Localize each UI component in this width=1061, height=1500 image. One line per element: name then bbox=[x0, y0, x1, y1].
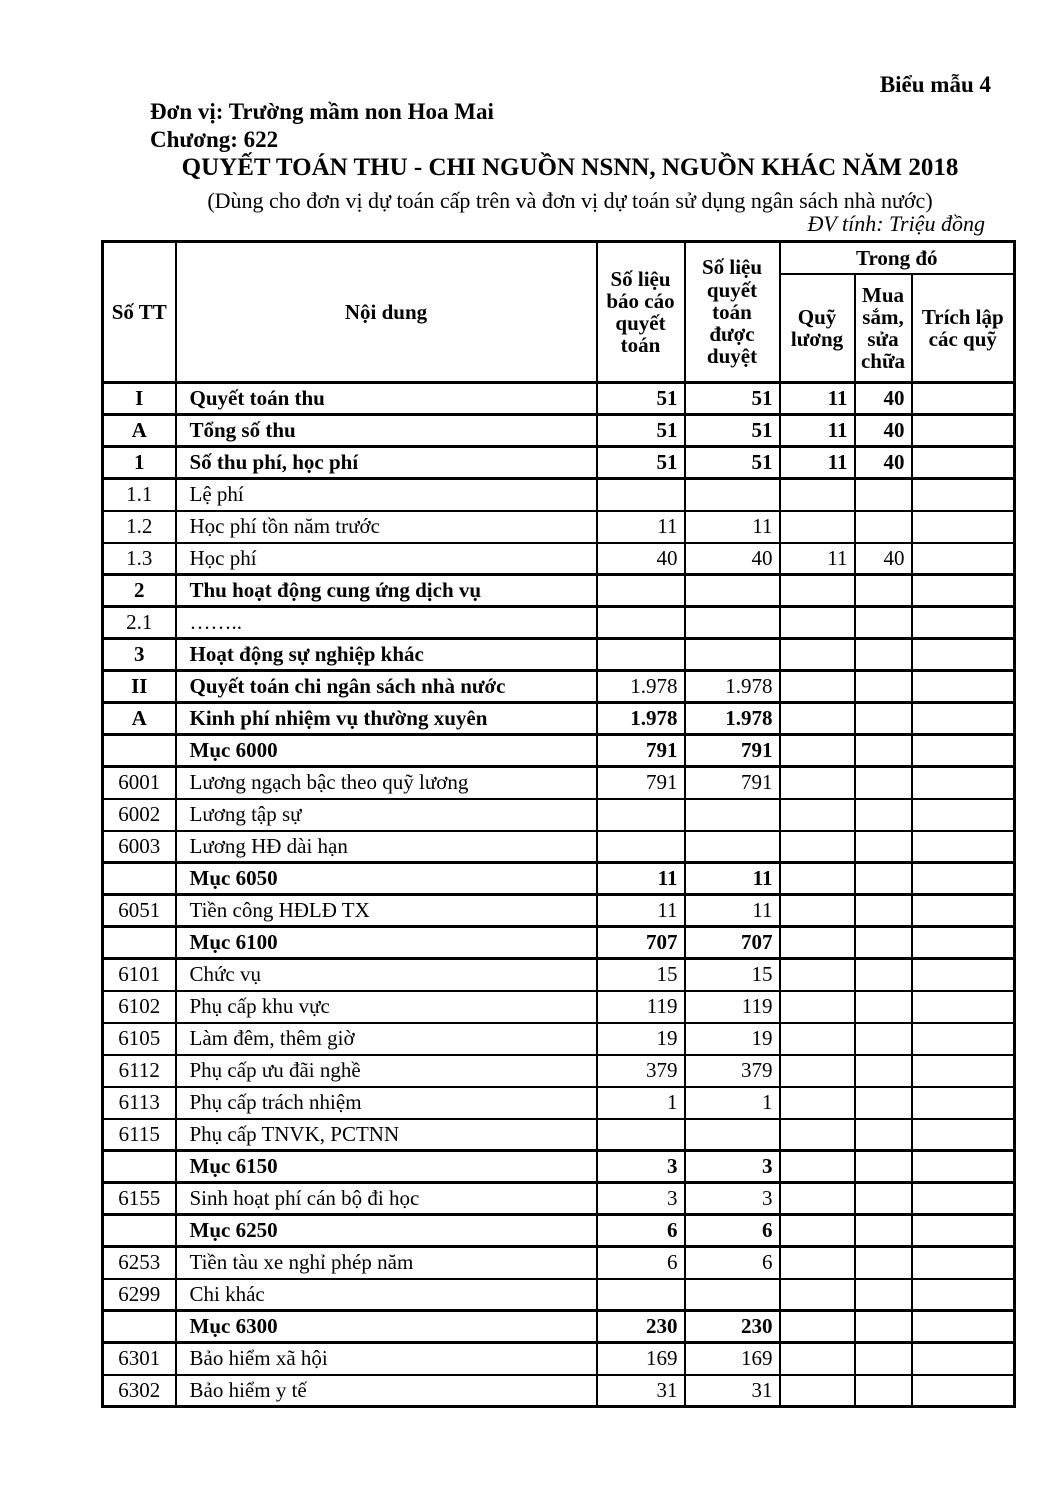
cell-quy-luong: 11 bbox=[780, 447, 855, 479]
cell-quy-luong bbox=[780, 927, 855, 959]
cell-stt: 6155 bbox=[103, 1183, 176, 1215]
cell-noi-dung: Lương ngạch bậc theo quỹ lương bbox=[176, 767, 597, 799]
cell-so-lieu-duyet: 707 bbox=[685, 927, 780, 959]
cell-quy-luong bbox=[780, 991, 855, 1023]
cell-so-lieu-bao-cao: 230 bbox=[597, 1311, 685, 1343]
cell-trich-lap bbox=[912, 1183, 1015, 1215]
document-title: QUYẾT TOÁN THU - CHI NGUỒN NSNN, NGUỒN KHÁC NĂM 2018 bbox=[181, 154, 959, 181]
cell-trich-lap bbox=[912, 703, 1015, 735]
table-row bbox=[103, 767, 1015, 799]
cell-trich-lap bbox=[912, 511, 1015, 543]
cell-so-lieu-bao-cao bbox=[597, 639, 685, 671]
cell-noi-dung: Học phí tồn năm trước bbox=[176, 511, 597, 543]
cell-mua-sam bbox=[855, 1343, 912, 1375]
cell-noi-dung: Phụ cấp trách nhiệm bbox=[176, 1087, 597, 1119]
cell-so-lieu-duyet: 791 bbox=[685, 735, 780, 767]
cell-quy-luong bbox=[780, 671, 855, 703]
unit-name-line: Đơn vị: Trường mầm non Hoa Mai bbox=[150, 99, 494, 124]
table-row bbox=[103, 639, 1015, 671]
cell-so-lieu-duyet: 169 bbox=[685, 1343, 780, 1375]
cell-mua-sam bbox=[855, 1151, 912, 1183]
cell-mua-sam bbox=[855, 767, 912, 799]
cell-mua-sam bbox=[855, 895, 912, 927]
cell-mua-sam bbox=[855, 735, 912, 767]
table-row bbox=[103, 671, 1015, 703]
cell-so-lieu-duyet: 6 bbox=[685, 1247, 780, 1279]
cell-so-lieu-duyet bbox=[685, 575, 780, 607]
table-row bbox=[103, 1343, 1015, 1375]
cell-quy-luong bbox=[780, 1151, 855, 1183]
cell-trich-lap bbox=[912, 671, 1015, 703]
cell-mua-sam bbox=[855, 1055, 912, 1087]
cell-so-lieu-duyet: 51 bbox=[685, 383, 780, 415]
cell-trich-lap bbox=[912, 735, 1015, 767]
cell-noi-dung: Tiền công HĐLĐ TX bbox=[176, 895, 597, 927]
cell-trich-lap bbox=[912, 415, 1015, 447]
cell-so-lieu-duyet: 1 bbox=[685, 1087, 780, 1119]
cell-noi-dung: Mục 6050 bbox=[176, 863, 597, 895]
cell-noi-dung: Làm đêm, thêm giờ bbox=[176, 1023, 597, 1055]
cell-stt: 1.2 bbox=[103, 511, 176, 543]
column-header-so-lieu-duyet: Số liệu quyết toán được duyệt bbox=[685, 242, 780, 383]
table-row bbox=[103, 383, 1015, 415]
cell-noi-dung: Số thu phí, học phí bbox=[176, 447, 597, 479]
cell-stt bbox=[103, 735, 176, 767]
cell-mua-sam bbox=[855, 991, 912, 1023]
table-body bbox=[103, 383, 1015, 1407]
cell-so-lieu-duyet: 11 bbox=[685, 511, 780, 543]
cell-stt: 6115 bbox=[103, 1119, 176, 1151]
cell-so-lieu-bao-cao: 791 bbox=[597, 767, 685, 799]
settlement-table bbox=[101, 240, 1016, 1408]
table-row bbox=[103, 415, 1015, 447]
cell-so-lieu-duyet: 3 bbox=[685, 1151, 780, 1183]
cell-mua-sam bbox=[855, 1247, 912, 1279]
cell-so-lieu-duyet: 15 bbox=[685, 959, 780, 991]
table-row bbox=[103, 1311, 1015, 1343]
table-row bbox=[103, 703, 1015, 735]
cell-mua-sam bbox=[855, 831, 912, 863]
cell-so-lieu-bao-cao bbox=[597, 1279, 685, 1311]
cell-so-lieu-bao-cao: 707 bbox=[597, 927, 685, 959]
cell-trich-lap bbox=[912, 1055, 1015, 1087]
table-row bbox=[103, 575, 1015, 607]
cell-stt: I bbox=[103, 383, 176, 415]
cell-stt: 2 bbox=[103, 575, 176, 607]
cell-so-lieu-duyet bbox=[685, 799, 780, 831]
cell-so-lieu-bao-cao: 119 bbox=[597, 991, 685, 1023]
cell-so-lieu-duyet bbox=[685, 831, 780, 863]
cell-mua-sam bbox=[855, 671, 912, 703]
cell-trich-lap bbox=[912, 1151, 1015, 1183]
cell-trich-lap bbox=[912, 1215, 1015, 1247]
cell-stt: 6253 bbox=[103, 1247, 176, 1279]
cell-so-lieu-bao-cao: 11 bbox=[597, 895, 685, 927]
cell-so-lieu-duyet: 3 bbox=[685, 1183, 780, 1215]
cell-so-lieu-bao-cao: 11 bbox=[597, 511, 685, 543]
cell-stt: 6001 bbox=[103, 767, 176, 799]
cell-mua-sam: 40 bbox=[855, 415, 912, 447]
cell-stt: 6051 bbox=[103, 895, 176, 927]
cell-so-lieu-duyet: 51 bbox=[685, 415, 780, 447]
cell-so-lieu-bao-cao bbox=[597, 607, 685, 639]
cell-noi-dung: Thu hoạt động cung ứng dịch vụ bbox=[176, 575, 597, 607]
table-row bbox=[103, 895, 1015, 927]
cell-so-lieu-bao-cao: 31 bbox=[597, 1375, 685, 1407]
cell-so-lieu-bao-cao bbox=[597, 479, 685, 511]
cell-so-lieu-duyet bbox=[685, 1119, 780, 1151]
cell-so-lieu-duyet: 11 bbox=[685, 895, 780, 927]
column-header-noi-dung: Nội dung bbox=[176, 242, 597, 383]
cell-trich-lap bbox=[912, 447, 1015, 479]
cell-noi-dung: …….. bbox=[176, 607, 597, 639]
cell-quy-luong bbox=[780, 1119, 855, 1151]
cell-so-lieu-bao-cao: 51 bbox=[597, 447, 685, 479]
cell-quy-luong bbox=[780, 1375, 855, 1407]
column-header-quy-luong: Quỹ lương bbox=[780, 274, 855, 383]
cell-mua-sam bbox=[855, 607, 912, 639]
table-row bbox=[103, 1215, 1015, 1247]
table-row bbox=[103, 735, 1015, 767]
cell-quy-luong bbox=[780, 511, 855, 543]
cell-so-lieu-bao-cao: 791 bbox=[597, 735, 685, 767]
cell-mua-sam bbox=[855, 1023, 912, 1055]
cell-so-lieu-duyet: 31 bbox=[685, 1375, 780, 1407]
cell-mua-sam bbox=[855, 799, 912, 831]
cell-so-lieu-bao-cao: 3 bbox=[597, 1183, 685, 1215]
cell-trich-lap bbox=[912, 991, 1015, 1023]
column-header-stt: Số TT bbox=[103, 242, 176, 383]
cell-noi-dung: Phụ cấp khu vực bbox=[176, 991, 597, 1023]
cell-so-lieu-duyet: 379 bbox=[685, 1055, 780, 1087]
cell-quy-luong bbox=[780, 767, 855, 799]
cell-stt: 6105 bbox=[103, 1023, 176, 1055]
cell-mua-sam: 40 bbox=[855, 383, 912, 415]
cell-trich-lap bbox=[912, 1343, 1015, 1375]
cell-trich-lap bbox=[912, 607, 1015, 639]
table-row bbox=[103, 831, 1015, 863]
cell-so-lieu-bao-cao: 3 bbox=[597, 1151, 685, 1183]
table-row bbox=[103, 543, 1015, 575]
cell-stt: A bbox=[103, 415, 176, 447]
cell-trich-lap bbox=[912, 1311, 1015, 1343]
cell-noi-dung: Quyết toán chi ngân sách nhà nước bbox=[176, 671, 597, 703]
column-header-trong-do: Trong đó bbox=[780, 242, 1015, 275]
cell-so-lieu-duyet: 119 bbox=[685, 991, 780, 1023]
cell-quy-luong bbox=[780, 607, 855, 639]
cell-noi-dung: Tổng số thu bbox=[176, 415, 597, 447]
cell-stt: 2.1 bbox=[103, 607, 176, 639]
cell-stt: 1 bbox=[103, 447, 176, 479]
cell-noi-dung: Sinh hoạt phí cán bộ đi học bbox=[176, 1183, 597, 1215]
cell-so-lieu-duyet: 791 bbox=[685, 767, 780, 799]
cell-noi-dung: Bảo hiểm xã hội bbox=[176, 1343, 597, 1375]
cell-quy-luong bbox=[780, 1055, 855, 1087]
cell-noi-dung: Quyết toán thu bbox=[176, 383, 597, 415]
chapter-line: Chương: 622 bbox=[150, 127, 279, 152]
cell-so-lieu-duyet: 230 bbox=[685, 1311, 780, 1343]
cell-stt bbox=[103, 863, 176, 895]
cell-noi-dung: Bảo hiểm y tế bbox=[176, 1375, 597, 1407]
cell-quy-luong bbox=[780, 895, 855, 927]
form-number-label: Biểu mẫu 4 bbox=[879, 72, 991, 97]
cell-trich-lap bbox=[912, 639, 1015, 671]
cell-so-lieu-bao-cao: 1.978 bbox=[597, 671, 685, 703]
cell-stt: 1.1 bbox=[103, 479, 176, 511]
cell-quy-luong bbox=[780, 1087, 855, 1119]
cell-so-lieu-duyet: 11 bbox=[685, 863, 780, 895]
cell-trich-lap bbox=[912, 799, 1015, 831]
cell-so-lieu-bao-cao: 19 bbox=[597, 1023, 685, 1055]
cell-quy-luong bbox=[780, 479, 855, 511]
cell-stt: A bbox=[103, 703, 176, 735]
cell-mua-sam bbox=[855, 511, 912, 543]
column-header-trich-lap: Trích lập các quỹ bbox=[912, 274, 1015, 383]
cell-stt: 1.3 bbox=[103, 543, 176, 575]
cell-so-lieu-bao-cao: 379 bbox=[597, 1055, 685, 1087]
table-row bbox=[103, 1247, 1015, 1279]
table-row bbox=[103, 1151, 1015, 1183]
cell-quy-luong bbox=[780, 1279, 855, 1311]
cell-mua-sam bbox=[855, 1375, 912, 1407]
cell-so-lieu-bao-cao bbox=[597, 575, 685, 607]
cell-trich-lap bbox=[912, 543, 1015, 575]
cell-noi-dung: Học phí bbox=[176, 543, 597, 575]
cell-noi-dung: Lệ phí bbox=[176, 479, 597, 511]
cell-noi-dung: Mục 6250 bbox=[176, 1215, 597, 1247]
cell-so-lieu-bao-cao: 6 bbox=[597, 1215, 685, 1247]
cell-trich-lap bbox=[912, 831, 1015, 863]
cell-stt: 6302 bbox=[103, 1375, 176, 1407]
table-row bbox=[103, 1375, 1015, 1407]
cell-so-lieu-bao-cao: 1.978 bbox=[597, 703, 685, 735]
cell-noi-dung: Mục 6100 bbox=[176, 927, 597, 959]
cell-noi-dung: Lương HĐ dài hạn bbox=[176, 831, 597, 863]
cell-so-lieu-bao-cao bbox=[597, 799, 685, 831]
cell-so-lieu-duyet: 19 bbox=[685, 1023, 780, 1055]
cell-trich-lap bbox=[912, 575, 1015, 607]
cell-so-lieu-bao-cao bbox=[597, 831, 685, 863]
cell-quy-luong bbox=[780, 1215, 855, 1247]
table-row bbox=[103, 1119, 1015, 1151]
cell-mua-sam: 40 bbox=[855, 447, 912, 479]
cell-trich-lap bbox=[912, 1087, 1015, 1119]
cell-stt: 6002 bbox=[103, 799, 176, 831]
table-row bbox=[103, 511, 1015, 543]
currency-unit-note: ĐV tính: Triệu đồng bbox=[807, 211, 985, 236]
cell-so-lieu-duyet: 1.978 bbox=[685, 671, 780, 703]
cell-quy-luong bbox=[780, 735, 855, 767]
cell-so-lieu-bao-cao: 51 bbox=[597, 415, 685, 447]
cell-quy-luong bbox=[780, 575, 855, 607]
cell-quy-luong bbox=[780, 703, 855, 735]
cell-stt: 6299 bbox=[103, 1279, 176, 1311]
cell-so-lieu-duyet: 51 bbox=[685, 447, 780, 479]
table-row bbox=[103, 447, 1015, 479]
cell-noi-dung: Chi khác bbox=[176, 1279, 597, 1311]
cell-so-lieu-bao-cao: 169 bbox=[597, 1343, 685, 1375]
table-row bbox=[103, 863, 1015, 895]
cell-quy-luong bbox=[780, 1247, 855, 1279]
cell-stt bbox=[103, 927, 176, 959]
cell-so-lieu-duyet bbox=[685, 479, 780, 511]
cell-mua-sam: 40 bbox=[855, 543, 912, 575]
cell-trich-lap bbox=[912, 1119, 1015, 1151]
cell-mua-sam bbox=[855, 639, 912, 671]
table-row bbox=[103, 1183, 1015, 1215]
column-header-mua-sam: Mua sắm, sửa chữa bbox=[855, 274, 912, 383]
cell-quy-luong bbox=[780, 799, 855, 831]
cell-stt: 6101 bbox=[103, 959, 176, 991]
cell-stt: 6113 bbox=[103, 1087, 176, 1119]
cell-mua-sam bbox=[855, 927, 912, 959]
cell-so-lieu-bao-cao: 51 bbox=[597, 383, 685, 415]
cell-mua-sam bbox=[855, 575, 912, 607]
cell-noi-dung: Phụ cấp TNVK, PCTNN bbox=[176, 1119, 597, 1151]
cell-so-lieu-duyet: 6 bbox=[685, 1215, 780, 1247]
cell-stt bbox=[103, 1215, 176, 1247]
cell-mua-sam bbox=[855, 703, 912, 735]
cell-trich-lap bbox=[912, 959, 1015, 991]
cell-trich-lap bbox=[912, 767, 1015, 799]
cell-so-lieu-bao-cao: 11 bbox=[597, 863, 685, 895]
cell-mua-sam bbox=[855, 1087, 912, 1119]
table-row bbox=[103, 1055, 1015, 1087]
cell-quy-luong bbox=[780, 639, 855, 671]
cell-so-lieu-bao-cao: 40 bbox=[597, 543, 685, 575]
cell-trich-lap bbox=[912, 895, 1015, 927]
cell-quy-luong: 11 bbox=[780, 415, 855, 447]
cell-trich-lap bbox=[912, 1247, 1015, 1279]
cell-noi-dung: Mục 6000 bbox=[176, 735, 597, 767]
cell-stt: 6112 bbox=[103, 1055, 176, 1087]
cell-noi-dung: Phụ cấp ưu đãi nghề bbox=[176, 1055, 597, 1087]
table-row bbox=[103, 479, 1015, 511]
cell-so-lieu-duyet: 1.978 bbox=[685, 703, 780, 735]
cell-trich-lap bbox=[912, 927, 1015, 959]
cell-trich-lap bbox=[912, 863, 1015, 895]
cell-stt: 6003 bbox=[103, 831, 176, 863]
cell-mua-sam bbox=[855, 1311, 912, 1343]
cell-noi-dung: Tiền tàu xe nghỉ phép năm bbox=[176, 1247, 597, 1279]
cell-mua-sam bbox=[855, 1119, 912, 1151]
cell-so-lieu-duyet bbox=[685, 607, 780, 639]
cell-so-lieu-duyet bbox=[685, 1279, 780, 1311]
cell-quy-luong bbox=[780, 831, 855, 863]
cell-quy-luong bbox=[780, 1311, 855, 1343]
document-subtitle: (Dùng cho đơn vị dự toán cấp trên và đơn vị dự toán sử dụng ngân sách nhà nước) bbox=[207, 188, 933, 213]
cell-trich-lap bbox=[912, 1375, 1015, 1407]
cell-mua-sam bbox=[855, 1183, 912, 1215]
cell-stt: 3 bbox=[103, 639, 176, 671]
cell-mua-sam bbox=[855, 479, 912, 511]
cell-trich-lap bbox=[912, 1279, 1015, 1311]
table-row bbox=[103, 1023, 1015, 1055]
table-row bbox=[103, 1279, 1015, 1311]
table-row bbox=[103, 959, 1015, 991]
cell-so-lieu-duyet: 40 bbox=[685, 543, 780, 575]
cell-stt bbox=[103, 1151, 176, 1183]
cell-quy-luong bbox=[780, 1183, 855, 1215]
cell-so-lieu-bao-cao: 1 bbox=[597, 1087, 685, 1119]
cell-mua-sam bbox=[855, 1279, 912, 1311]
table-row bbox=[103, 607, 1015, 639]
table-row bbox=[103, 799, 1015, 831]
cell-quy-luong bbox=[780, 863, 855, 895]
cell-noi-dung: Mục 6300 bbox=[176, 1311, 597, 1343]
cell-noi-dung: Hoạt động sự nghiệp khác bbox=[176, 639, 597, 671]
column-header-so-lieu-bao-cao: Số liệu báo cáo quyết toán bbox=[597, 242, 685, 383]
cell-quy-luong bbox=[780, 1343, 855, 1375]
cell-stt: 6102 bbox=[103, 991, 176, 1023]
cell-so-lieu-bao-cao bbox=[597, 1119, 685, 1151]
cell-mua-sam bbox=[855, 959, 912, 991]
cell-noi-dung: Chức vụ bbox=[176, 959, 597, 991]
table-row bbox=[103, 991, 1015, 1023]
cell-mua-sam bbox=[855, 863, 912, 895]
cell-trich-lap bbox=[912, 479, 1015, 511]
cell-stt bbox=[103, 1311, 176, 1343]
cell-quy-luong bbox=[780, 959, 855, 991]
cell-quy-luong bbox=[780, 1023, 855, 1055]
cell-trich-lap bbox=[912, 383, 1015, 415]
cell-so-lieu-bao-cao: 15 bbox=[597, 959, 685, 991]
cell-trich-lap bbox=[912, 1023, 1015, 1055]
cell-mua-sam bbox=[855, 1215, 912, 1247]
table-row bbox=[103, 1087, 1015, 1119]
table-row bbox=[103, 927, 1015, 959]
cell-so-lieu-bao-cao: 6 bbox=[597, 1247, 685, 1279]
cell-noi-dung: Lương tập sự bbox=[176, 799, 597, 831]
cell-quy-luong: 11 bbox=[780, 543, 855, 575]
cell-stt: II bbox=[103, 671, 176, 703]
cell-noi-dung: Kinh phí nhiệm vụ thường xuyên bbox=[176, 703, 597, 735]
cell-so-lieu-duyet bbox=[685, 639, 780, 671]
cell-noi-dung: Mục 6150 bbox=[176, 1151, 597, 1183]
cell-quy-luong: 11 bbox=[780, 383, 855, 415]
cell-stt: 6301 bbox=[103, 1343, 176, 1375]
